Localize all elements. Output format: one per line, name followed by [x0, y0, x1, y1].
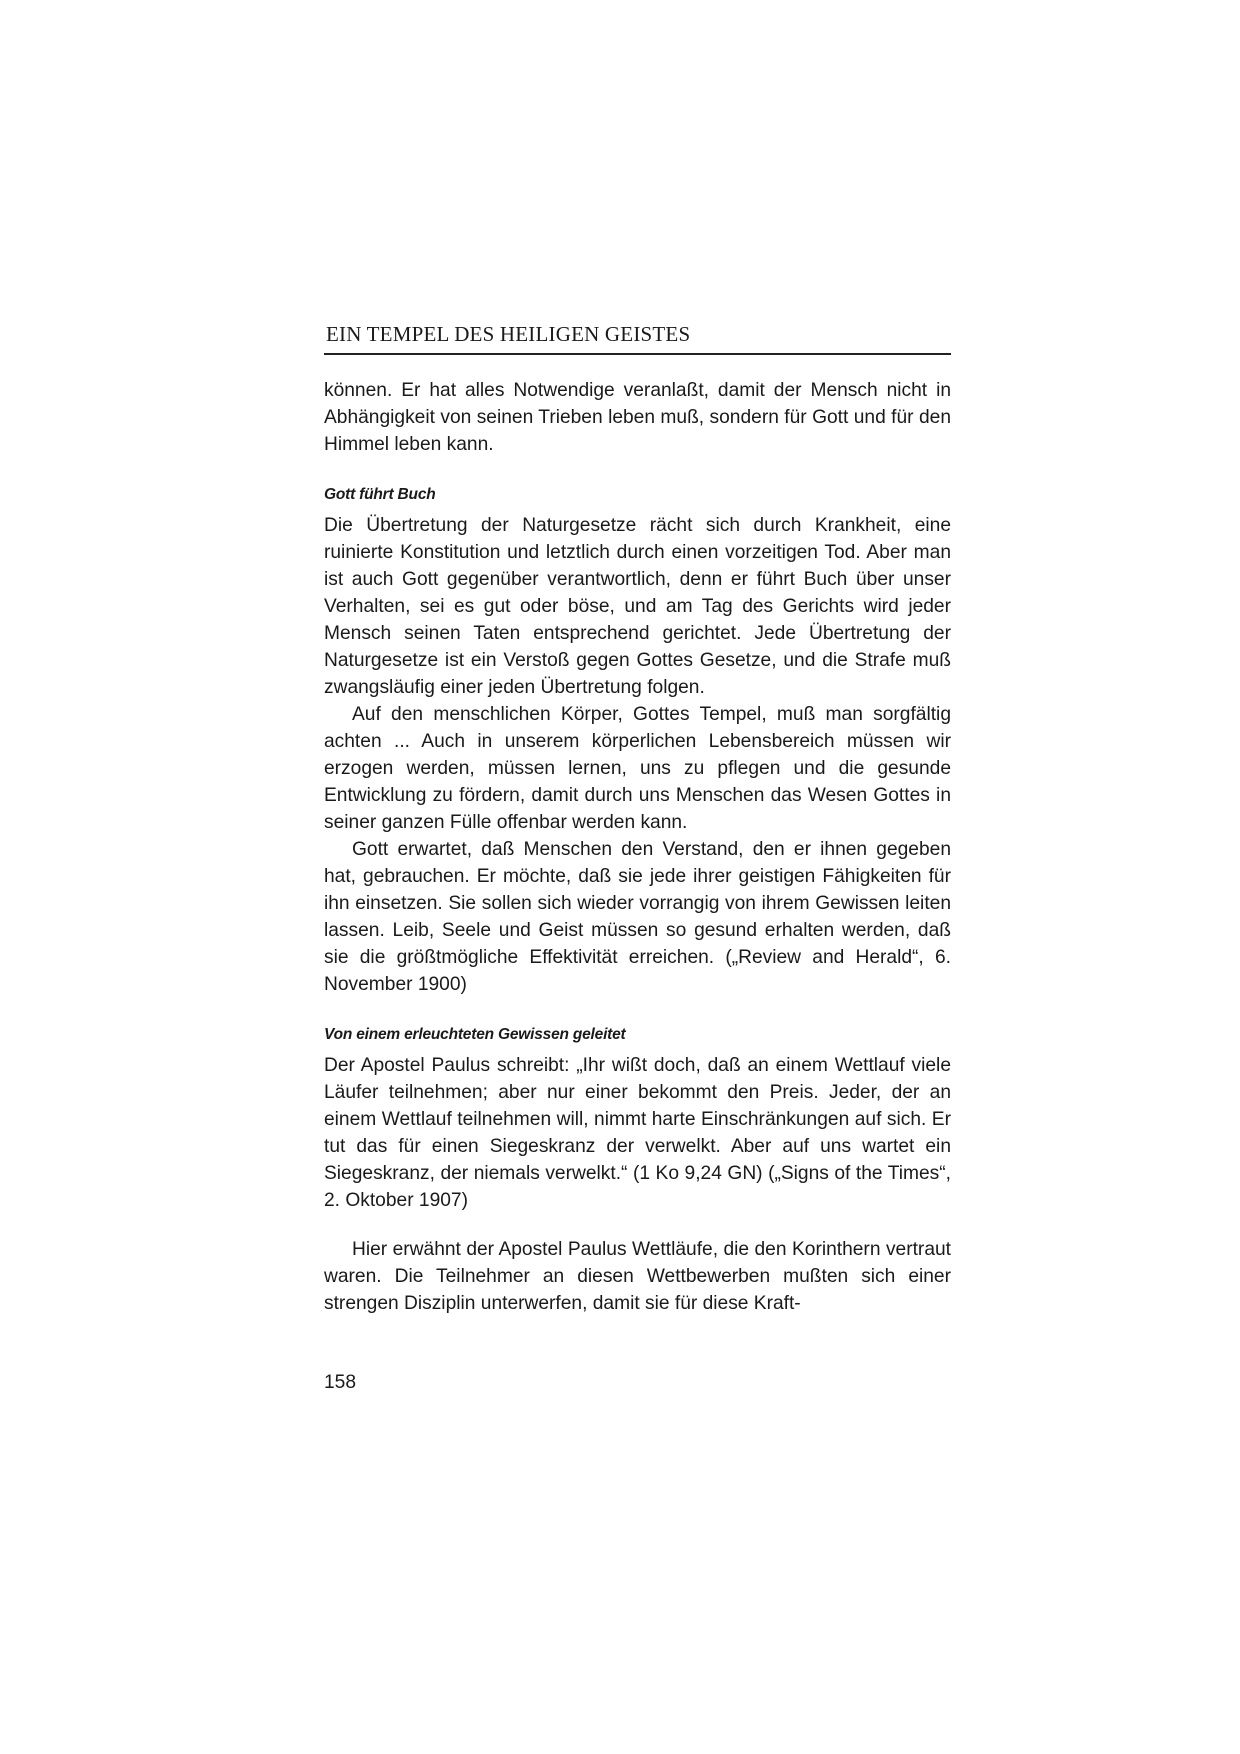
section1-paragraph-3: Gott erwartet, daß Menschen den Verstand, den er ihnen gegeben hat, gebrauchen. Er möchte, daß sie jede ihrer geistigen Fähigkeiten für ihn einsetzen. Sie sollen sich wieder vorrangig von ihrem Gewissen leiten lassen. Leib, Seele und Geist müssen so gesund erhalten werden, daß sie die größtmögliche Effektivität erreichen. („Review and Herald“, 6. November 1900) [324, 839, 951, 995]
page-number: 158 [324, 1372, 357, 1393]
section2-paragraph-2: Hier erwähnt der Apostel Paulus Wettläufe, die den Korinthern vertraut waren. Die Teilnehmer an diesen Wettbewerben mußten sich einer strengen Disziplin unterwerfen, damit sie für diese Kraft- [324, 1239, 951, 1314]
section1-paragraph-2: Auf den menschlichen Körper, Gottes Tempel, muß man sorgfältig achten ... Auch in unserem körperlichen Lebensbereich müssen wir erzogen werden, müssen lernen, uns zu pflegen und die gesunde Entwicklung zu fördern, damit durch uns Menschen das Wesen Gottes in seiner ganzen Fülle offenbar werden kann. [324, 704, 951, 833]
section-heading-erleuchtetes-gewissen: Von einem erleuchteten Gewissen geleitet [324, 1026, 626, 1043]
section1-paragraph-1: Die Übertretung der Naturgesetze rächt sich durch Krankheit, eine ruinierte Konstitution und letztlich durch einen vorzeitigen Tod. Aber man ist auch Gott gegenüber verantwortlich, denn er führt Buch über unser Verhalten, sei es gut oder böse, und am Tag des Gerichts wird jeder Mensch seinen Taten entsprechend gerichtet. Jede Übertretung der Naturgesetze ist ein Verstoß gegen Gottes Gesetze, und die Strafe muß zwangsläufig einer jeden Übertretung folgen. [324, 515, 951, 698]
book-page [324, 322, 951, 1317]
body-text [324, 377, 951, 1317]
section2-paragraph-1: Der Apostel Paulus schreibt: „Ihr wißt doch, daß an einem Wettlauf viele Läufer teilnehmen; aber nur einer bekommt den Preis. Jeder, der an einem Wettlauf teilnehmen will, nimmt harte Einschränkungen auf sich. Er tut das für einen Siegeskranz der verwelkt. Aber auf uns wartet ein Siegeskranz, der niemals verwelkt.“ (1 Ko 9,24 GN) („Signs of the Times“, 2. Oktober 1907) [324, 1055, 951, 1211]
section-heading-gott-fuehrt-buch: Gott führt Buch [324, 486, 436, 503]
running-head: EIN TEMPEL DES HEILIGEN GEISTES [324, 322, 951, 355]
intro-paragraph: können. Er hat alles Notwendige veranlaßt, damit der Mensch nicht in Abhängigkeit von seinen Trieben leben muß, sondern für Gott und für den Himmel leben kann. [324, 380, 951, 455]
